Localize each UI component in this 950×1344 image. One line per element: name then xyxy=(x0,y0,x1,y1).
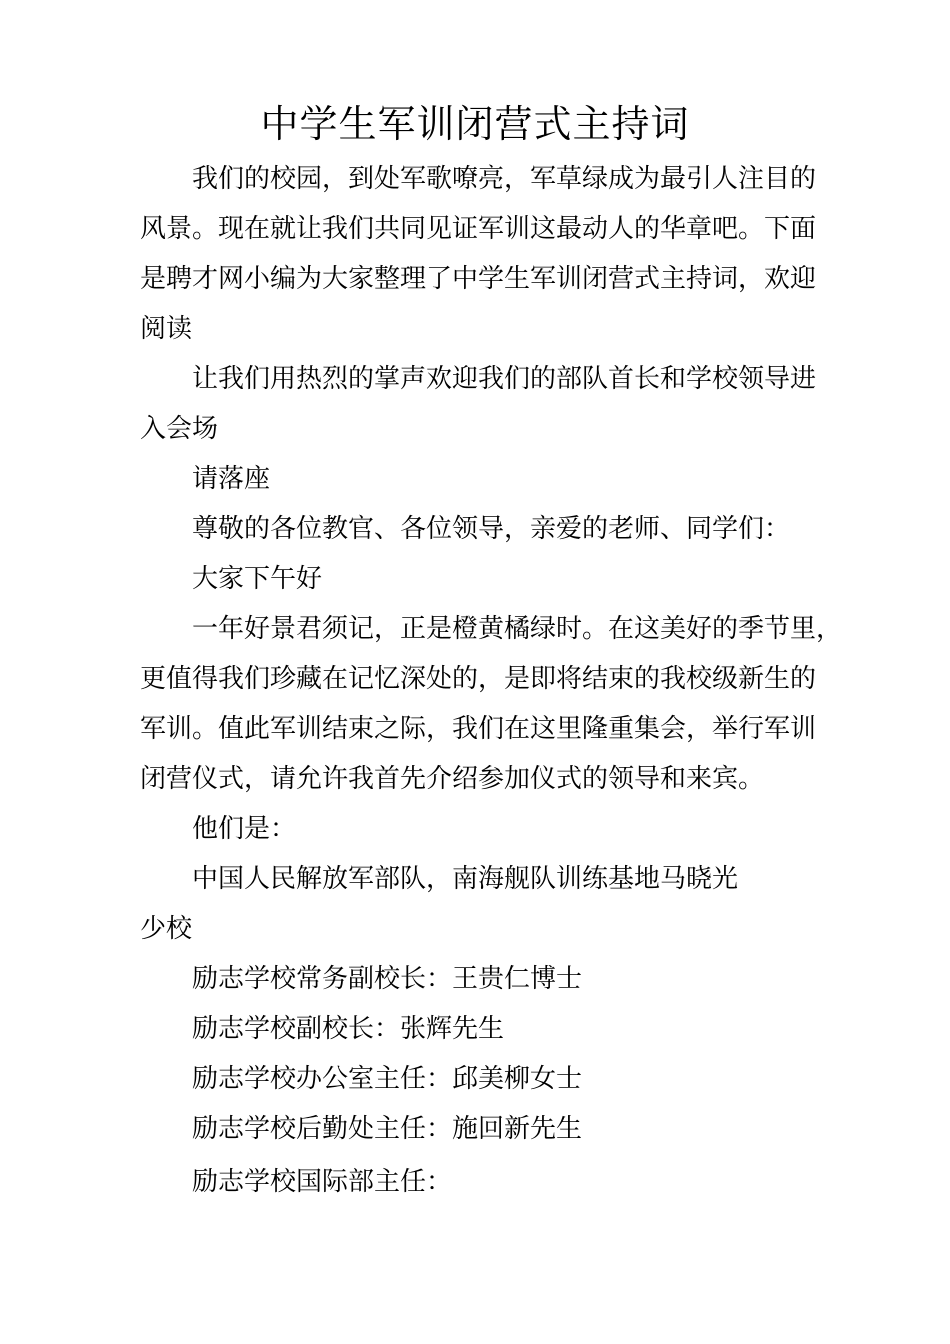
paragraph-line: 更值得我们珍藏在记忆深处的，是即将结束的我校级新生的 xyxy=(140,664,817,694)
paragraph-line: 少校 xyxy=(140,914,193,944)
paragraph-line: 励志学校副校长：张辉先生 xyxy=(192,1014,505,1044)
paragraph-line: 请落座 xyxy=(192,464,271,494)
paragraph-line: 是聘才网小编为大家整理了中学生军训闭营式主持词，欢迎 xyxy=(140,264,817,294)
paragraph-line: 他们是： xyxy=(192,814,297,844)
paragraph-line: 大家下午好 xyxy=(192,564,323,594)
paragraph-line: 励志学校常务副校长：王贵仁博士 xyxy=(192,964,583,994)
paragraph-line: 一年好景君须记，正是橙黄橘绿时。在这美好的季节里， xyxy=(192,614,843,644)
paragraph-line: 入会场 xyxy=(140,414,219,444)
paragraph-line: 我们的校园，到处军歌嘹亮，军草绿成为最引人注目的 xyxy=(192,164,817,194)
paragraph-line: 励志学校后勤处主任：施回新先生 xyxy=(192,1114,583,1144)
paragraph-line: 让我们用热烈的掌声欢迎我们的部队首长和学校领导进 xyxy=(192,364,817,394)
paragraph-line: 军训。值此军训结束之际，我们在这里隆重集会，举行军训 xyxy=(140,714,817,744)
paragraph-line: 尊敬的各位教官、各位领导，亲爱的老师、同学们： xyxy=(192,514,791,544)
paragraph-line: 阅读 xyxy=(140,314,193,344)
document-title: 中学生军训闭营式主持词 xyxy=(260,102,690,146)
paragraph-line: 风景。现在就让我们共同见证军训这最动人的华章吧。下面 xyxy=(140,214,817,244)
paragraph-line: 励志学校办公室主任：邱美柳女士 xyxy=(192,1064,583,1094)
paragraph-line: 闭营仪式，请允许我首先介绍参加仪式的领导和来宾。 xyxy=(140,764,765,794)
paragraph-line: 中国人民解放军部队，南海舰队训练基地马晓光 xyxy=(192,864,739,894)
paragraph-line: 励志学校国际部主任： xyxy=(192,1167,453,1197)
